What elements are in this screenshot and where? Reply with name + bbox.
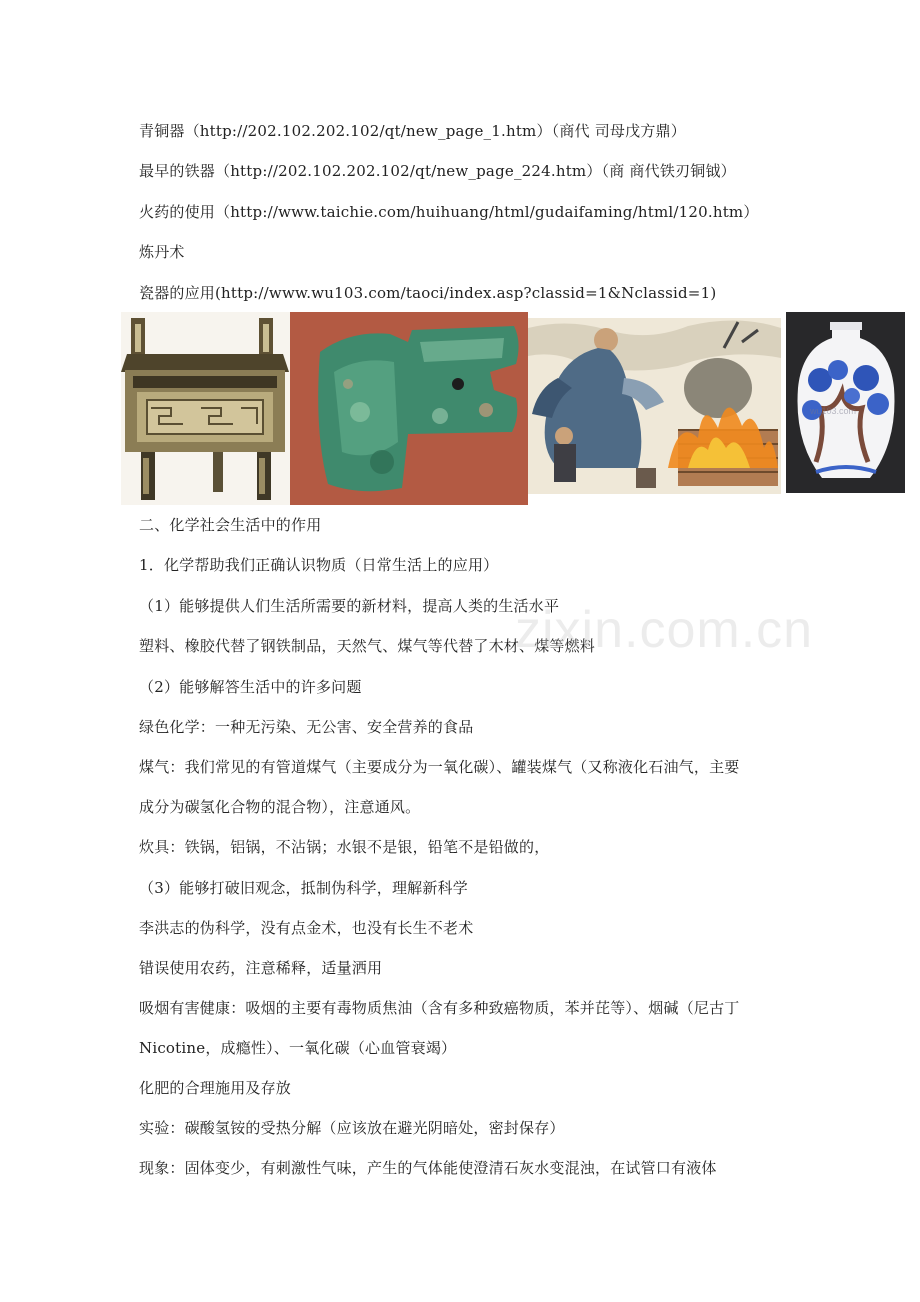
alchemy-painting-image [528,318,781,494]
text-line-cookware: 炊具：铁锅，铝锅，不沾锅；水银不是银，铅笔不是铅做的， [139,838,550,856]
text-line-alchemy: 炼丹术 [139,243,185,261]
vase-watermark: wu103.com [810,406,857,416]
text-line-experiment: 实验：碳酸氢铵的受热分解（应该放在避光阴暗处，密封保存） [139,1119,565,1137]
text-line-gas: 煤气：我们常见的有管道煤气（主要成分为一氧化碳）、罐装煤气（又称液化石油气，主要 [139,758,740,776]
text-line-gunpowder: 火药的使用（http://www.taichie.com/huihuang/html/gudaifaming/html/120.htm） [139,203,759,221]
bronze-ding-image [121,312,290,505]
point-1-heading: （1）能够提供人们生活所需要的新材料，提高人类的生活水平 [139,597,560,615]
section-heading: 二、化学社会生活中的作用 [139,516,322,534]
porcelain-vase-image [786,312,905,493]
text-line-phenomenon: 现象：固体变少，有刺激性气味，产生的气体能使澄清石灰水变混浊，在试管口有液体 [139,1159,717,1177]
iron-blade-axe-image [290,312,528,505]
point-2-heading: （2）能够解答生活中的许多问题 [139,678,362,696]
text-line-green-chemistry: 绿色化学：一种无污染、无公害、安全营养的食品 [139,718,474,736]
text-line-bronze: 青铜器（http://202.102.202.102/qt/new_page_1.htm）（商代 司母戊方鼎） [139,122,686,140]
text-line-pseudoscience: 李洪志的伪科学，没有点金术，也没有长生不老术 [139,919,474,937]
text-line-smoking-cont: Nicotine，成瘾性）、一氧化碳（心血管衰竭） [139,1039,457,1057]
text-line-gas-cont: 成分为碳氢化合物的混合物），注意通风。 [139,798,421,816]
point-3-heading: （3）能够打破旧观念，抵制伪科学，理解新科学 [139,879,468,897]
text-line-porcelain: 瓷器的应用(http://www.wu103.com/taoci/index.asp?classid=1&Nclassid=1) [139,284,717,302]
text-line-iron: 最早的铁器（http://202.102.202.102/qt/new_page_224.htm）（商 商代铁刃铜钺） [139,162,736,180]
text-line-materials: 塑料、橡胶代替了钢铁制品，天然气、煤气等代替了木材、煤等燃料 [139,637,596,655]
subsection-heading: 1．化学帮助我们正确认识物质（日常生活上的应用） [139,556,499,574]
watermark: zixin.com.cn [515,601,814,659]
text-line-pesticide: 错误使用农药，注意稀释，适量洒用 [139,959,383,977]
text-line-fertilizer: 化肥的合理施用及存放 [139,1079,292,1097]
text-line-smoking: 吸烟有害健康：吸烟的主要有毒物质焦油（含有多种致癌物质，苯并芘等）、烟碱（尼古丁 [139,999,740,1017]
